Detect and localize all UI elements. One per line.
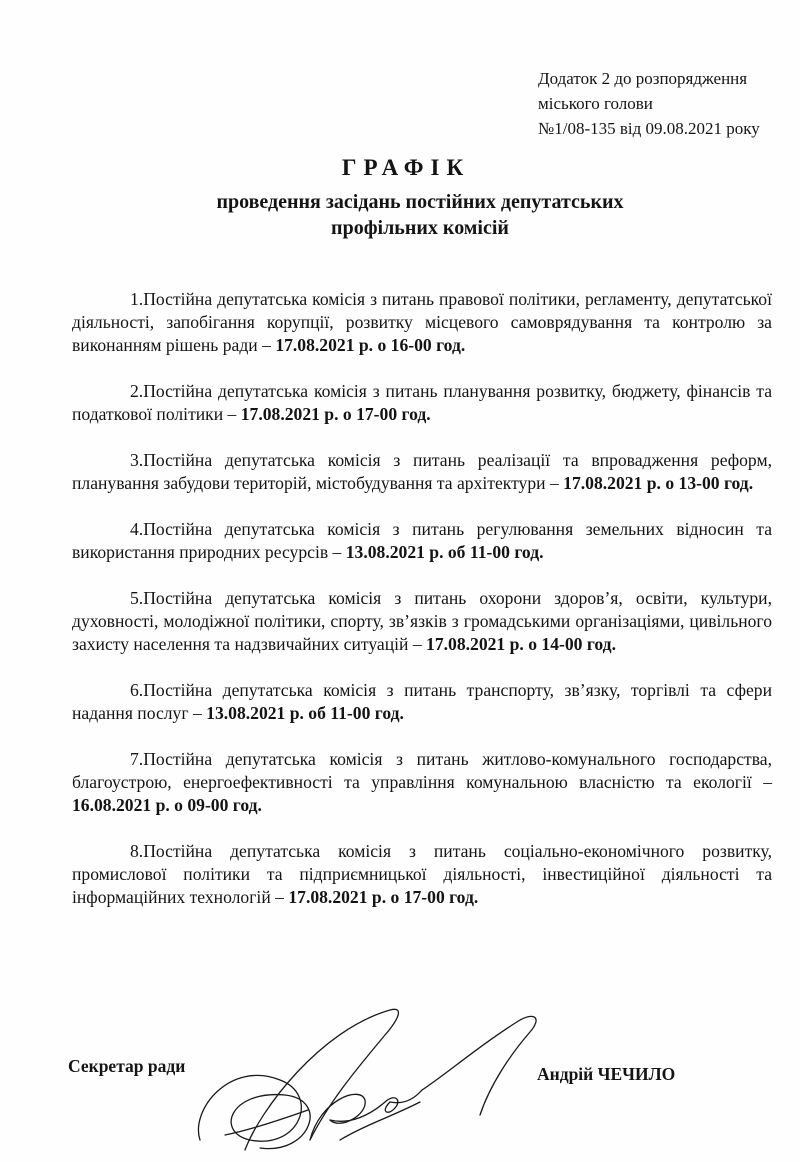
handwritten-signature-icon <box>190 990 570 1160</box>
commission-item <box>72 748 772 817</box>
signatory-name: Андрій ЧЕЧИЛО <box>537 1064 676 1084</box>
commission-schedule: 13.08.2021 р. об 11-00 год. <box>206 703 404 723</box>
subtitle-line-1: проведення засідань постійних депутатських <box>216 191 624 213</box>
commission-item <box>72 840 772 909</box>
annex-line-3: №1/08-135 від 09.08.2021 року <box>538 119 760 138</box>
commission-list <box>72 288 772 932</box>
commission-text: 5.Постійна депутатська комісія з питань охорони здоров’я, освіти, культури, духовності, молодіжної політики, спорту, зв’язків з громадськими організаціями, цивільного захисту населення та надзвичайних ситуацій – <box>72 588 772 654</box>
commission-schedule: 17.08.2021 р. о 17-00 год. <box>240 404 431 424</box>
commission-text: 6.Постійна депутатська комісія з питань транспорту, зв’язку, торгівлі та сфери надання послуг – <box>72 680 772 723</box>
document-subtitle <box>0 189 800 241</box>
commission-item <box>72 380 772 426</box>
commission-schedule: 17.08.2021 р. о 16-00 год. <box>275 335 466 355</box>
commission-item <box>72 518 772 564</box>
commission-text: 2.Постійна депутатська комісія з питань планування розвитку, бюджету, фінансів та податкової політики – <box>72 381 772 424</box>
commission-text: 8.Постійна депутатська комісія з питань соціально-економічного розвитку, промислової політики та підприємницької діяльності, інвестиційної діяльності та інформаційних технологій – <box>72 841 772 907</box>
annex-line-1: Додаток 2 до розпорядження <box>538 69 748 88</box>
commission-text: 3.Постійна депутатська комісія з питань реалізації та впровадження реформ, планування забудови територій, містобудування та архітектури – <box>72 450 772 493</box>
commission-item <box>72 587 772 656</box>
commission-schedule: 17.08.2021 р. о 17-00 год. <box>288 887 479 907</box>
annex-line-2: міського голови <box>538 94 653 113</box>
subtitle-line-2: профільних комісій <box>331 217 509 239</box>
document-title: ГРАФІК <box>341 155 471 180</box>
commission-text: 1.Постійна депутатська комісія з питань правової політики, регламенту, депутатської діяльності, запобігання корупції, розвитку місцевого самоврядування та контролю за виконанням рішень ради – <box>72 289 772 355</box>
signature-label: Секретар ради <box>68 1056 186 1076</box>
commission-schedule: 13.08.2021 р. об 11-00 год. <box>345 542 544 562</box>
commission-schedule: 16.08.2021 р. о 09-00 год. <box>72 795 262 815</box>
commission-schedule: 17.08.2021 р. о 13-00 год. <box>563 473 754 493</box>
commission-text: 4.Постійна депутатська комісія з питань регулювання земельних відносин та використання природних ресурсів – <box>72 519 772 562</box>
commission-item <box>72 288 772 357</box>
commission-item <box>72 679 772 725</box>
annex-header <box>538 66 778 141</box>
commission-schedule: 17.08.2021 р. о 14-00 год. <box>426 634 616 654</box>
commission-item <box>72 449 772 495</box>
commission-text: 7.Постійна депутатська комісія з питань житлово-комунального господарства, благоустрою, енергоефективності та управління комунальною власністю та екології – <box>72 749 772 792</box>
